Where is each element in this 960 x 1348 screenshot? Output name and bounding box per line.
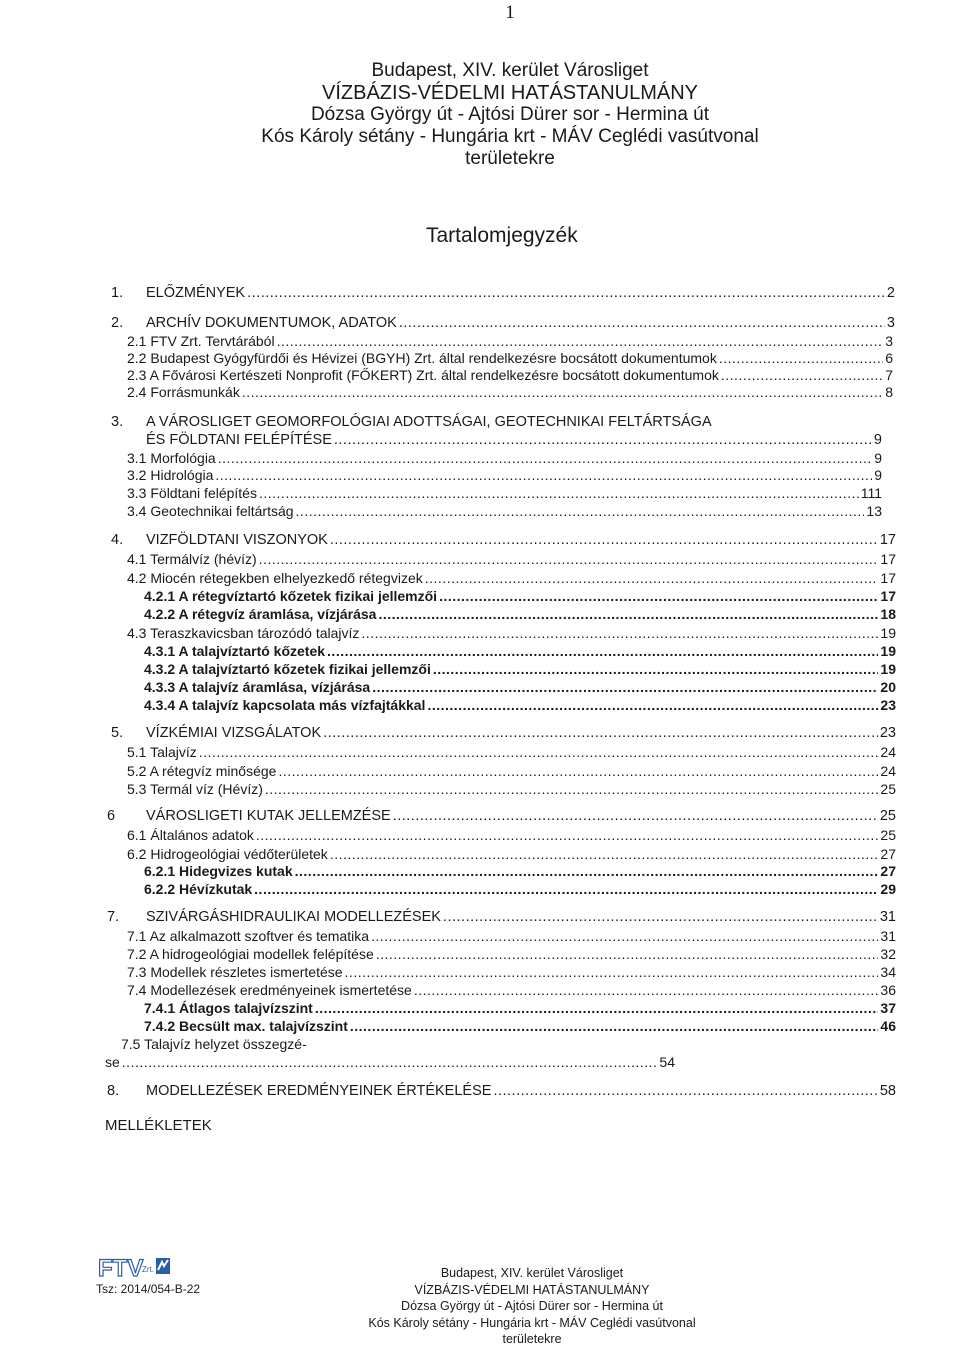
toc-entry[interactable]: 7. SZIVÁRGÁSHIDRAULIKAI MODELLEZÉSEK ..... 31 xyxy=(107,909,896,925)
header-line-2: VÍZBÁZIS-VÉDELMI HATÁSTANULMÁNY xyxy=(322,82,698,104)
toc-entry[interactable]: 4. VIZFÖLDTANI VISZONYOK ..... 17 xyxy=(111,532,896,548)
toc-entry[interactable]: 7.1 Az alkalmazott szoftver és tematika ..... 31 xyxy=(127,928,896,944)
toc-entry[interactable]: 4.2.2 A rétegvíz áramlása, vízjárása ..... 18 xyxy=(144,606,896,622)
header-line-5: területekre xyxy=(465,148,555,169)
toc-entry[interactable]: 7.4.1 Átlagos talajvízszint ..... 37 xyxy=(144,1000,896,1016)
toc-entry[interactable]: 7.5 Talajvíz helyzet összegzé- xyxy=(121,1036,307,1052)
toc-entry[interactable]: 4.3.2 A talajvíztartó kőzetek fizikai jellemzői ..... 19 xyxy=(144,661,896,677)
footer-line-3: Dózsa György út - Ajtósi Dürer sor - Hermina út xyxy=(401,1299,663,1313)
toc-entry[interactable]: 7.3 Modellek részletes ismertetése ..... 34 xyxy=(127,964,896,980)
annex-label: MELLÉKLETEK xyxy=(105,1117,212,1134)
footer-line-2: VÍZBÁZIS-VÉDELMI HATÁSTANULMÁNY xyxy=(414,1282,650,1297)
toc-entry[interactable]: 3.2 Hidrológia ..... 9 xyxy=(127,467,882,483)
toc-entry[interactable]: 4.1 Termálvíz (hévíz) ..... 17 xyxy=(127,551,896,567)
toc-entry[interactable]: 4.3.3 A talajvíz áramlása, vízjárása ..... 20 xyxy=(144,679,896,695)
page-number: 1 xyxy=(505,2,515,23)
toc-entry[interactable]: 3.4 Geotechnikai feltártság ..... 13 xyxy=(127,503,882,519)
toc-entry[interactable]: 5.3 Termál víz (Hévíz) ..... 25 xyxy=(127,781,896,797)
toc-entry[interactable]: 7.2 A hidrogeológiai modellek felépítése ..... 32 xyxy=(127,946,896,962)
toc-entry[interactable]: 7.4.2 Becsült max. talajvízszint ..... 46 xyxy=(144,1018,896,1034)
toc-entry[interactable]: 4.2.1 A rétegvíztartó kőzetek fizikai jellemzői ..... 17 xyxy=(144,588,896,604)
toc-entry[interactable]: 2.2 Budapest Gyógyfürdői és Hévizei (BGYH) Zrt. által rendelkezésre bocsátott dokumentumok ..... 6 xyxy=(127,350,893,366)
ftv-logo xyxy=(96,1250,176,1282)
toc-entry[interactable]: 6.2.1 Hidegvizes kutak ..... 27 xyxy=(144,863,896,879)
toc-entry[interactable]: 8. MODELLEZÉSEK EREDMÉNYEINEK ÉRTÉKELÉSE ..... 58 xyxy=(107,1083,896,1099)
header-line-1: Budapest, XIV. kerület Városliget xyxy=(371,60,649,81)
footer-line-1: Budapest, XIV. kerület Városliget xyxy=(440,1266,624,1280)
toc-entry[interactable]: 6 VÁROSLIGETI KUTAK JELLEMZÉSE ..... 25 xyxy=(107,808,896,824)
toc-entry[interactable]: 4.3.1 A talajvíztartó kőzetek ..... 19 xyxy=(144,643,896,659)
toc-entry[interactable]: 3. A VÁROSLIGET GEOMORFOLÓGIAI ADOTTSÁGAI, GEOTECHNIKAI FELTÁRTSÁGA xyxy=(111,414,712,430)
toc-entry[interactable]: 6.2 Hidrogeológiai védőterületek ..... 27 xyxy=(127,846,896,862)
footer-line-5: területekre xyxy=(502,1332,562,1346)
toc-entry[interactable]: 1. ELŐZMÉNYEK ..... 2 xyxy=(111,285,895,301)
toc-entry[interactable]: 4.2 Miocén rétegekben elhelyezkedő rétegvizek ..... 17 xyxy=(127,570,896,586)
toc-entry[interactable]: 3.1 Morfológia ..... 9 xyxy=(127,450,882,466)
toc-entry[interactable]: 5. VÍZKÉMIAI VIZSGÁLATOK ..... 23 xyxy=(111,725,896,741)
toc-title: Tartalomjegyzék xyxy=(426,224,578,247)
toc-entry[interactable]: 4.3.4 A talajvíz kapcsolata más vízfajtákkal ..... 23 xyxy=(144,697,896,713)
toc-entry[interactable]: 4.3 Teraszkavicsban tározódó talajvíz ..... 19 xyxy=(127,625,896,641)
footer-line-4: Kós Károly sétány - Hungária krt - MÁV Ceglédi vasútvonal xyxy=(368,1315,696,1330)
toc-entry[interactable]: 2.1 FTV Zrt. Tervtárából ..... 3 xyxy=(127,333,893,349)
header-line-4: Kós Károly sétány - Hungária krt - MÁV Ceglédi vasútvonal xyxy=(261,126,759,147)
logo-subtext: Zrt. xyxy=(142,1265,154,1274)
toc-entry[interactable]: 3.3 Földtani felépítés ..... 111 xyxy=(127,485,882,501)
toc-entry[interactable]: se ..... 54 xyxy=(105,1054,675,1070)
toc-entry[interactable]: 2. ARCHÍV DOKUMENTUMOK, ADATOK ..... 3 xyxy=(111,315,895,331)
toc-entry[interactable]: 6.2.2 Hévízkutak ..... 29 xyxy=(144,881,896,897)
logo-wordmark: FTV xyxy=(98,1255,144,1282)
toc-entry[interactable]: 5.2 A rétegvíz minősége ..... 24 xyxy=(127,763,896,779)
toc-entry[interactable]: 2.4 Forrásmunkák ..... 8 xyxy=(127,384,893,400)
document-footer xyxy=(367,1265,697,1348)
header-line-3: Dózsa György út - Ajtósi Dürer sor - Hermina út xyxy=(310,104,710,125)
toc-entry[interactable]: 2.3 A Fővárosi Kertészeti Nonprofit (FŐKERT) Zrt. által rendelkezésre bocsátott dokumentumok ..... 7 xyxy=(127,367,893,383)
toc-entry[interactable]: ÉS FÖLDTANI FELÉPÍTÉSE ..... 9 xyxy=(146,432,882,448)
toc-entry[interactable]: 7.4 Modellezések eredményeinek ismertetése ..... 36 xyxy=(127,982,896,998)
toc-entry[interactable]: 6.1 Általános adatok ..... 25 xyxy=(127,827,896,843)
toc-entry[interactable]: 5.1 Talajvíz ..... 24 xyxy=(127,744,896,760)
document-reference: Tsz: 2014/054-B-22 xyxy=(96,1282,201,1296)
